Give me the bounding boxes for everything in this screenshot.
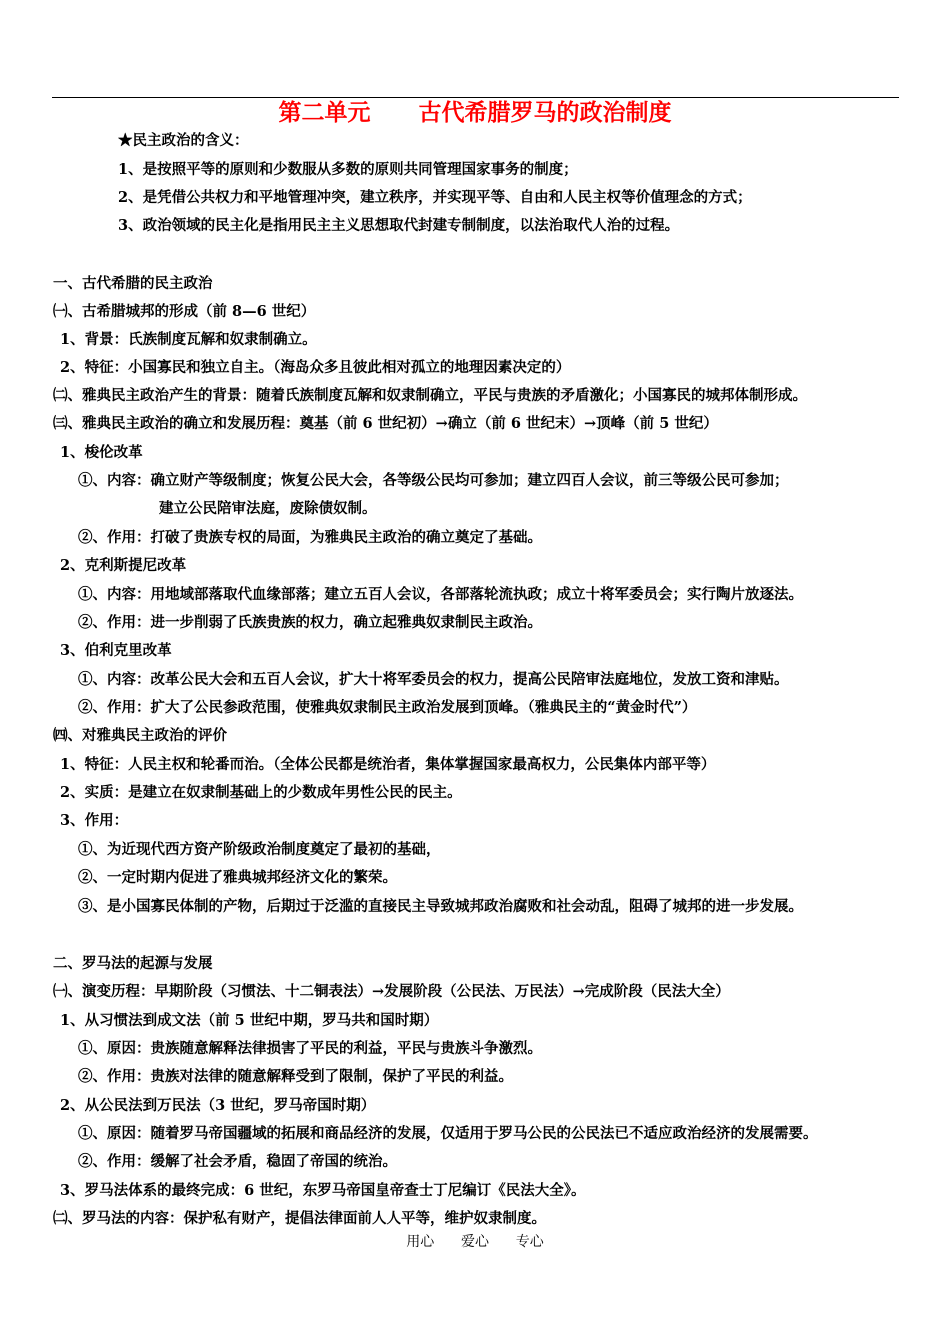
detail-line-continued: 建立公民陪审法庭，废除债奴制。 xyxy=(159,500,377,517)
detail-line: ②、作用：缓解了社会矛盾，稳固了帝国的统治。 xyxy=(78,1153,397,1170)
detail-line: ②、一定时期内促进了雅典城邦经济文化的繁荣。 xyxy=(78,869,397,886)
detail-line: ①、内容：用地域部落取代血缘部落；建立五百人会议，各部落轮流执政；成立十将军委员会；实行陶片放逐法。 xyxy=(78,586,803,603)
point-line: 1、梭伦改革 xyxy=(60,444,143,461)
page-title: 第二单元 古代希腊罗马的政治制度 xyxy=(278,99,672,126)
point-line: 2、从公民法到万民法（3 世纪，罗马帝国时期） xyxy=(60,1097,376,1114)
detail-line: ①、原因：随着罗马帝国疆域的拓展和商品经济的发展，仅适用于罗马公民的公民法已不适应政治经济的发展需要。 xyxy=(78,1125,818,1142)
detail-line: ③、是小国寡民体制的产物，后期过于泛滥的直接民主导致城邦政治腐败和社会动乱，阻碍了城邦的进一步发展。 xyxy=(78,898,803,915)
point-line: 2、特征：小国寡民和独立自主。（海岛众多且彼此相对孤立的地理因素决定的） xyxy=(60,359,571,376)
detail-line: ②、作用：进一步削弱了氏族贵族的权力，确立起雅典奴隶制民主政治。 xyxy=(78,614,542,631)
subsection-heading: ㈡、罗马法的内容：保护私有财产，提倡法律面前人人平等，维护奴隶制度。 xyxy=(53,1210,546,1227)
detail-line: ①、内容：改革公民大会和五百人会议，扩大十将军委员会的权力，提高公民陪审法庭地位，发放工资和津贴。 xyxy=(78,671,789,688)
section-heading: 二、罗马法的起源与发展 xyxy=(53,955,213,972)
detail-line: ①、内容：确立财产等级制度；恢复公民大会，各等级公民均可参加；建立四百人会议，前三等级公民可参加； xyxy=(78,472,789,489)
detail-line: ②、作用：打破了贵族专权的局面，为雅典民主政治的确立奠定了基础。 xyxy=(78,529,542,546)
point-line: 1、从习惯法到成文法（前 5 世纪中期，罗马共和国时期） xyxy=(60,1012,439,1029)
point-line: 1、特征：人民主权和轮番而治。（全体公民都是统治者，集体掌握国家最高权力，公民集体内部平等） xyxy=(60,756,716,773)
subsection-heading: ㈠、古希腊城邦的形成（前 8—6 世纪） xyxy=(53,303,316,320)
point-line: 1、背景：氏族制度瓦解和奴隶制确立。 xyxy=(60,331,317,348)
section-heading: 一、古代希腊的民主政治 xyxy=(53,275,213,292)
subsection-heading: ㈣、对雅典民主政治的评价 xyxy=(53,727,227,744)
subsection-heading: ㈢、雅典民主政治的确立和发展历程：奠基（前 6 世纪初）→确立（前 6 世纪末）→顶峰（前 5 世纪） xyxy=(53,415,718,432)
page-footer: 用心 爱心 专心 xyxy=(406,1234,544,1250)
detail-line: ②、作用：扩大了公民参政范围，使雅典奴隶制民主政治发展到顶峰。（雅典民主的“黄金时代”） xyxy=(78,699,697,716)
point-line: 2、克利斯提尼改革 xyxy=(60,557,187,574)
point-line: 3、伯利克里改革 xyxy=(60,642,172,659)
intro-item: 1、是按照平等的原则和少数服从多数的原则共同管理国家事务的制度； xyxy=(118,161,578,178)
intro-heading: ★民主政治的含义： xyxy=(118,132,249,149)
intro-item: 3、政治领域的民主化是指用民主主义思想取代封建专制制度，以法治取代人治的过程。 xyxy=(118,217,680,234)
detail-line: ①、为近现代西方资产阶级政治制度奠定了最初的基础， xyxy=(78,841,441,858)
intro-item: 2、是凭借公共权力和平地管理冲突，建立秩序，并实现平等、自由和人民主权等价值理念的方式； xyxy=(118,189,752,206)
subsection-heading: ㈡、雅典民主政治产生的背景：随着氏族制度瓦解和奴隶制确立，平民与贵族的矛盾激化；小国寡民的城邦体制形成。 xyxy=(53,387,807,404)
point-line: 3、作用： xyxy=(60,812,129,829)
point-line: 2、实质：是建立在奴隶制基础上的少数成年男性公民的民主。 xyxy=(60,784,462,801)
detail-line: ①、原因：贵族随意解释法律损害了平民的利益，平民与贵族斗争激烈。 xyxy=(78,1040,542,1057)
subsection-heading: ㈠、演变历程：早期阶段（习惯法、十二铜表法）→发展阶段（公民法、万民法）→完成阶段（民法大全） xyxy=(53,983,730,1000)
detail-line: ②、作用：贵族对法律的随意解释受到了限制，保护了平民的利益。 xyxy=(78,1068,513,1085)
point-line: 3、罗马法体系的最终完成：6 世纪，东罗马帝国皇帝查士丁尼编订《民法大全》。 xyxy=(60,1182,586,1199)
